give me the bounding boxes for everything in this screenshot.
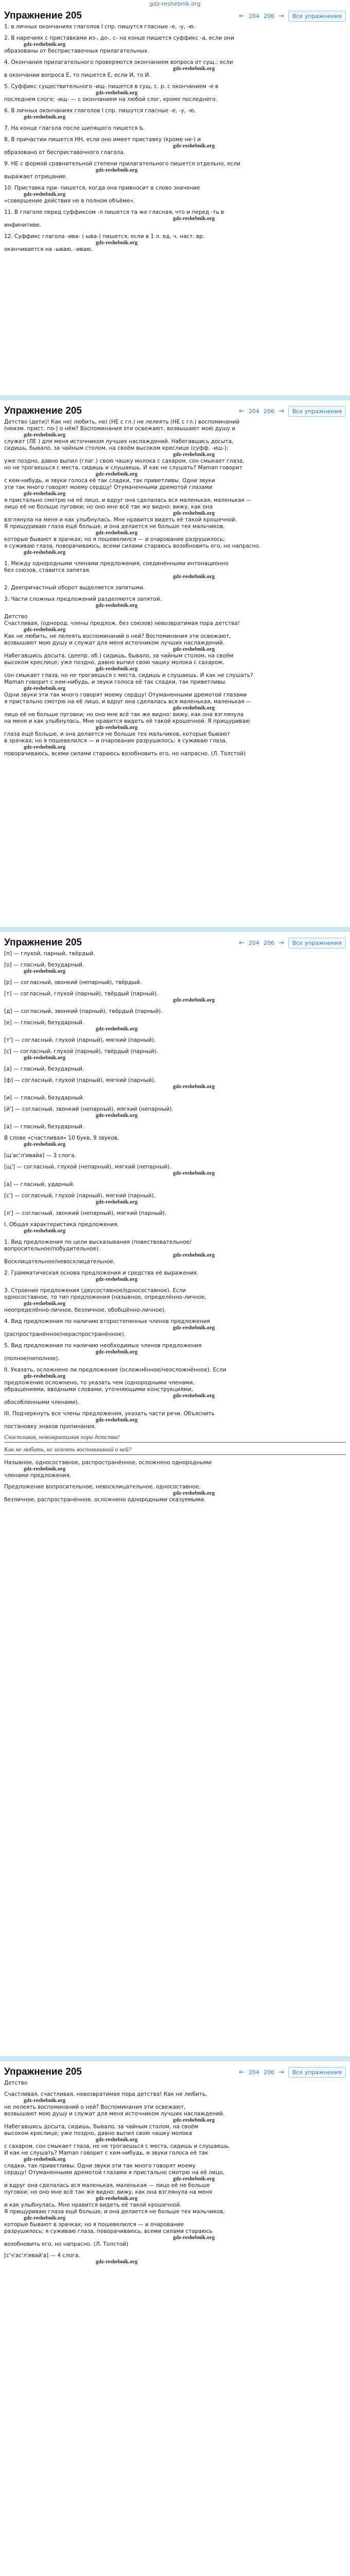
watermark-text: gdz-reshebnik.org: [24, 2098, 66, 2104]
text-line: Предложение вопросительное, невосклицательное, односоставное,: [4, 1484, 201, 1490]
prev-page-link[interactable]: 204: [248, 12, 259, 20]
site-header: [0, 0, 350, 8]
watermark-text: gdz-reshebnik.org: [24, 1228, 66, 1234]
watermark-text: gdz-reshebnik.org: [173, 2235, 215, 2241]
watermark-text: gdz-reshebnik.org: [96, 240, 138, 246]
text-line: Счастливая, (однород. члены предлож. без союзов) невозвратимая пора детства!: [4, 620, 240, 626]
next-arrow-icon[interactable]: →: [278, 939, 284, 947]
handwritten-sentence: Счастливая, невозвратимая пора детства!: [4, 1433, 346, 1443]
watermark-text: gdz-reshebnik.org: [173, 1393, 215, 1399]
text-line: [с'ч'ас'л'ивай'а] — 4 слога.: [4, 2252, 80, 2259]
exercise-section: [0, 403, 350, 924]
watermark-text: gdz-reshebnik.org: [96, 603, 138, 608]
text-line: возвышают мою душу и служат для меня источником лучших наслаждений.: [4, 2111, 225, 2117]
text-line: высоком креслице; уже поздно, давно выпил свою чашку молока с сахаром,: [4, 659, 224, 666]
text-line: 1. в личных окончаниях глаголов I спр. пишутся гласные -е, -у, -ю.: [4, 24, 196, 30]
prev-page-link[interactable]: 204: [248, 2069, 259, 2076]
watermark-text: gdz-reshebnik.org: [173, 1171, 215, 1176]
watermark-text: gdz-reshebnik.org: [24, 969, 66, 974]
text-line: [щ'ас'л'ивайа] — 3 слога.: [4, 1153, 76, 1159]
next-arrow-icon[interactable]: →: [278, 407, 284, 415]
text-line: [е] — гласный, безударный.: [4, 1020, 84, 1026]
exercise-section: [0, 935, 350, 2053]
watermark-text: gdz-reshebnik.org: [24, 1466, 66, 1472]
text-line: высоком креслице; уже поздно, давно выпил свою чашку молока: [4, 2130, 192, 2137]
watermark-text: gdz-reshebnik.org: [24, 42, 66, 47]
all-exercises-button[interactable]: Все упражнения: [288, 406, 346, 417]
watermark-text: gdz-reshebnik.org: [24, 1142, 66, 1147]
text-line: 4. Вид предложения по наличию второстепенных членов предложения: [4, 1318, 210, 1325]
watermark-text: gdz-reshebnik.org: [96, 471, 138, 477]
text-line: Назывное, односоставное, распространённое, осложнено однородными: [4, 1460, 212, 1466]
text-line: я пристально смотрю на её лицо, и вдруг она сделалась вся маленькая, маленькая —: [4, 699, 252, 705]
next-page-link[interactable]: 206: [263, 939, 274, 946]
text-line: I. Общая характеристика предложения.: [4, 1222, 119, 1228]
text-line: [а] — гласный, безударный.: [4, 1066, 84, 1072]
next-page-link[interactable]: 206: [263, 2069, 274, 2076]
text-line: 2. Грамматическая основа предложения и средства её выражения.: [4, 1270, 199, 1276]
watermark-text: gdz-reshebnik.org: [173, 647, 215, 652]
watermark-text: gdz-reshebnik.org: [173, 2117, 215, 2123]
watermark-text: gdz-reshebnik.org: [96, 1417, 138, 1423]
pager: [239, 938, 346, 948]
watermark-text: gdz-reshebnik.org: [96, 1349, 138, 1355]
text-line: в зрачках; но я пошевелился — и очарование разрушилось; я суживаю глаза,: [4, 738, 227, 744]
watermark-text: gdz-reshebnik.org: [24, 491, 66, 497]
text-line: Детство: [4, 614, 28, 620]
watermark-text: gdz-reshebnik.org: [173, 511, 215, 516]
text-line: [т'] — согласный, глухой (парный), мягкий (парный).: [4, 1037, 156, 1043]
text-line: Я прищуриваю глаза ещё больше, и она делается не больше тех мальчиков,: [4, 523, 225, 530]
watermark-text: gdz-reshebnik.org: [24, 1374, 66, 1379]
watermark-text: gdz-reshebnik.org: [173, 216, 215, 222]
watermark-text: gdz-reshebnik.org: [24, 192, 66, 197]
text-line: и как улыбнулась. Мне нравится видеть её такой крошечной.: [4, 2202, 182, 2208]
text-line: 2. В наречиях с приставками из-, до-, с- на конце пишется суффикс -а, если они: [4, 35, 234, 41]
text-line: предложение осложнено, то указать чем (однородными членами,: [4, 1380, 195, 1386]
text-line: 7. На конце глагола после шипящего пишется Ь.: [4, 125, 145, 131]
prev-arrow-icon[interactable]: ←: [239, 2068, 244, 2076]
text-line: II. Указать, осложнено ли предложение (осложнённое/неосложнённое). Если: [4, 1367, 226, 1373]
text-line: 8. В причастии пишется НН, если оно имеет приставку (кроме не-) и: [4, 137, 201, 143]
section-header: [3, 8, 347, 24]
watermark-text: gdz-reshebnik.org: [24, 550, 66, 555]
text-line: с сахаром, сон смыкает глаза, но не трогаешься с места, сидишь и слушаешь.: [4, 2143, 231, 2149]
next-page-link[interactable]: 206: [263, 12, 274, 20]
text-line: разрушилось; я суживаю глаза, поворачиваюсь, всеми силами стараюсь: [4, 2228, 213, 2234]
text-line: Одни звуки эти так много говорят моему сердцу! Отуманенными дремотой глазами: [4, 692, 247, 698]
text-line: односоставное, то тип предложения (назывное, определённо-личное,: [4, 1294, 206, 1300]
text-line: не лелеять воспоминаний о ней? Воспоминания эти освежают,: [4, 2104, 186, 2110]
all-exercises-button[interactable]: Все упражнения: [288, 2067, 346, 2078]
text-line: 5. Вид предложения по наличию необходимых членов предложения: [4, 1343, 202, 1349]
text-line: вопросительное/побудительное).: [4, 1246, 100, 1252]
text-line: эти так много говорят моему сердцу! Отуманенными дремотой глазами: [4, 484, 213, 490]
text-line: оканчивается на -ываю, -иваю.: [4, 246, 93, 252]
next-arrow-icon[interactable]: →: [278, 12, 284, 20]
text-line: [ф] — согласный, глухой (парный), мягкий (парный).: [4, 1077, 156, 1083]
watermark-text: gdz-reshebnik.org: [96, 2137, 138, 2143]
text-line: Я прищуриваю глаза ещё больше, и она делается не больше тех мальчиков,: [4, 2209, 225, 2215]
site-name[interactable]: gdz-reshebnik.org: [149, 1, 201, 7]
text-line: (полное/неполное).: [4, 1355, 60, 1362]
text-line: пуговки; но оно мне всё так же видно: вижу, как она взглянула на меня: [4, 2189, 213, 2195]
watermark-text: gdz-reshebnik.org: [24, 2157, 66, 2162]
pager: [239, 2067, 346, 2078]
watermark-text: gdz-reshebnik.org: [24, 744, 66, 750]
all-exercises-button[interactable]: Все упражнения: [288, 11, 346, 22]
section-divider: [0, 927, 350, 932]
text-line: [п] — глухой, парный, твёрдый.: [4, 951, 95, 957]
watermark-text: gdz-reshebnik.org: [173, 1084, 215, 1090]
text-line: 3. Части сложных предложений разделяются запятой.: [4, 596, 162, 602]
text-line: поворачиваюсь, всеми силами стараюсь возобновить его, но напрасно. (Л. Толстой): [4, 751, 246, 757]
prev-arrow-icon[interactable]: ←: [239, 12, 244, 20]
watermark-text: gdz-reshebnik.org: [173, 1252, 215, 1258]
text-line: (распространённое/нераспространённое).: [4, 1331, 126, 1337]
watermark-text: gdz-reshebnik.org: [96, 725, 138, 731]
text-line: сладки, так приветливы. Одни звуки эти так много говорят моему: [4, 2163, 196, 2169]
watermark-text: gdz-reshebnik.org: [173, 997, 215, 1003]
exercise-section: [0, 2064, 350, 2576]
text-line: [д] — согласный, звонкий (парный), твёрдый (парный).: [4, 1008, 163, 1014]
pager: [239, 406, 346, 417]
text-line: [и] — гласный, безударный.: [4, 1095, 84, 1101]
text-line: обособленными членами).: [4, 1399, 80, 1405]
watermark-text: gdz-reshebnik.org: [173, 574, 215, 580]
text-line: III. Подчеркнуть все члены предложения, указать части речи. Объяснить: [4, 1411, 215, 1417]
text-line: Восклицательное/невосклицательное.: [4, 1259, 115, 1265]
section-title: Упражнение 205: [4, 10, 82, 21]
watermark-text: gdz-reshebnik.org: [96, 2259, 138, 2265]
text-line: образовано от бесприставочного глагола.: [4, 149, 125, 156]
watermark-text: gdz-reshebnik.org: [173, 1325, 215, 1331]
next-arrow-icon[interactable]: →: [278, 2068, 284, 2076]
pager: [239, 11, 346, 22]
text-line: сон смыкает глаза, но не трогаешься с места, сидишь и слушаешь. И как не слушать?: [4, 672, 253, 679]
text-line: которые бывают в зрачках; но я пошевелился — и очарование: [4, 2222, 184, 2228]
text-line: без союзов, ставится запятая.: [4, 567, 91, 573]
section-title: Упражнение 205: [4, 2066, 82, 2077]
watermark-text: gdz-reshebnik.org: [24, 432, 66, 438]
section-title: Упражнение 205: [4, 405, 82, 416]
text-line: [й'] — согласный, звонкий (непарный), мягкий (непарный).: [4, 1106, 173, 1112]
handwritten-sentence: Как не любить, не лелеять воспоминаний о ней?: [4, 1446, 346, 1455]
watermark-text: gdz-reshebnik.org: [173, 1490, 215, 1496]
watermark-text: gdz-reshebnik.org: [24, 2215, 66, 2221]
text-line: членами предложения.: [4, 1472, 72, 1479]
text-line: инфинитиве.: [4, 222, 42, 228]
text-line: Счастливая, счастливая, невозвратимая пора детства! Как не любить,: [4, 2091, 207, 2097]
watermark-text: gdz-reshebnik.org: [24, 114, 66, 120]
text-line: но не трогаешься с места, сидишь и слушаешь. И как не слушать? Maman говорит: [4, 465, 242, 471]
text-line: Набегавшись досыта, (деепр. об.) сидишь, бывало, за чайным столом, на своём: [4, 653, 234, 659]
text-line: сердцу! Отуманенными дремотой глазами я пристально смотрю на её лицо,: [4, 2170, 224, 2176]
watermark-text: gdz-reshebnik.org: [96, 666, 138, 672]
text-line: которые бывают в зрачках; но я пошевелился — и очарование разрушилось;: [4, 536, 225, 543]
text-line: лицо её не больше пуговки; но оно мне всё так же видно: вижу, как она взглянула: [4, 711, 244, 718]
text-line: Maman говорит с кем-нибудь, и звуки голоса её так сладки, так приветливы.: [4, 679, 227, 685]
text-line: 6. В личных окончаниях глаголов I спр. пишутся гласные -е, -у, -ю.: [4, 108, 196, 114]
text-line: Детство (дети)! Как не( любить, не) (НЕ с гл.) не лелеять (НЕ с гл.) воспоминаний: [4, 419, 240, 425]
exercise-section: [0, 8, 350, 392]
prev-page-link[interactable]: 204: [248, 408, 259, 415]
text-line: возобновить его, но напрасно. (Л. Толстой): [4, 2241, 129, 2247]
text-line: (неизм. прист. по-) о нём? Воспоминания эти освежают, возвышают мою душу и: [4, 426, 236, 432]
watermark-text: gdz-reshebnik.org: [24, 627, 66, 633]
text-line: Набегавшись досыта, сидишь, бывало, за чайным столом, на своём: [4, 2124, 199, 2130]
prev-page-link[interactable]: 204: [248, 939, 259, 946]
text-line: взглянула на меня и как улыбнулась. Мне нравится видеть её такой крошечной.: [4, 517, 237, 523]
text-line: 9. НЕ с формой сравнительной степени прилагательного пишется отдельно, если: [4, 161, 240, 167]
section-header: [3, 935, 347, 951]
section-divider: [0, 2056, 350, 2061]
text-line: глаза ещё больше, и она делается не больше тех мальчиков, которые бывают: [4, 731, 231, 737]
all-exercises-button[interactable]: Все упражнения: [288, 938, 346, 948]
text-line: 10. Приставка при- пишется, когда она привносит в слово значение: [4, 185, 200, 191]
section-header: [3, 2064, 347, 2080]
text-line: образованы от бесприставочных прилагательных.: [4, 48, 149, 54]
section-title: Упражнение 205: [4, 937, 82, 948]
watermark-text: gdz-reshebnik.org: [96, 530, 138, 536]
text-line: [о] — гласный, безударный.: [4, 962, 84, 968]
text-line: Как не любить, не лелеять воспоминаний о ней? Воспоминания эти освежают,: [4, 633, 231, 639]
text-line: [с] — согласный, глухой (парный), твёрдый (парный).: [4, 1048, 159, 1055]
text-line: уже поздно, давно выпил (глаг.) свою чашку молока с сахаром, сон смыкает глаза,: [4, 458, 244, 464]
watermark-text: gdz-reshebnik.org: [173, 143, 215, 149]
text-line: В слове «счастливая» 10 букв, 9 звуков.: [4, 1135, 119, 1141]
text-line: безличное, распространённое, осложнено однородными сказуемыми.: [4, 1497, 206, 1503]
watermark-text: gdz-reshebnik.org: [96, 1277, 138, 1282]
watermark-text: gdz-reshebnik.org: [173, 452, 215, 457]
text-line: [с'] — согласный, глухой (парный), мягкий (парный).: [4, 1193, 155, 1199]
watermark-text: gdz-reshebnik.org: [96, 1026, 138, 1032]
text-line: 3. Строение предложения (двусоставное/односоставное). Если: [4, 1287, 186, 1294]
text-line: И как не слушать? Maman говорит с кем-нибудь, и звуки голоса её так: [4, 2150, 208, 2156]
watermark-text: gdz-reshebnik.org: [96, 2196, 138, 2201]
watermark-text: gdz-reshebnik.org: [173, 705, 215, 711]
watermark-text: gdz-reshebnik.org: [173, 66, 215, 72]
section-divider: [0, 395, 350, 400]
watermark-text: gdz-reshebnik.org: [96, 1199, 138, 1205]
section-header: [3, 403, 347, 419]
text-line: [щ'] — согласный, глухой (непарный), мягкий (непарный).: [4, 1164, 171, 1170]
text-line: служат (ЛЕ ) для меня источником лучших наслаждений. Набегавшись досыта,: [4, 438, 234, 445]
prev-arrow-icon[interactable]: ←: [239, 407, 244, 415]
exercise-container: [0, 8, 350, 2576]
watermark-text: gdz-reshebnik.org: [96, 1113, 138, 1118]
text-line: в окончании вопроса Е, то пишется Е, если И, то И.: [4, 72, 151, 78]
text-line: 12. Суффикс глагола -ива- (-ыва-) пишется, если в 1 л. ед. ч. наст. вр.: [4, 233, 205, 240]
text-line: 1. Вид предложения по цели высказывания (повествовательное/: [4, 1239, 191, 1245]
text-line: возвышают мою душу и служат для меня источником лучших наслаждений.: [4, 640, 225, 646]
text-line: на меня и как улыбнулась. Мне нравится видеть её такой крошечной. Я прищуриваю: [4, 718, 250, 724]
text-line: [т] — согласный, глухой (парный), твёрдый (парный).: [4, 991, 159, 997]
text-line: [а] — гласный, безударный.: [4, 1124, 84, 1130]
next-page-link[interactable]: 206: [263, 408, 274, 415]
watermark-text: gdz-reshebnik.org: [24, 686, 66, 691]
text-line: последнем слоге; -ищ- — с окончанием на любой слог, кроме последнего.: [4, 96, 218, 103]
text-line: обращениями, вводными словами, уточняющими конструкциями,: [4, 1386, 193, 1393]
text-line: 11. В глаголе перед суффиксом -л пишется та же гласная, что и перед -ть в: [4, 209, 224, 215]
text-line: [р] — согласный, звонкий (непарный), твёрдый.: [4, 979, 142, 986]
text-line: с кем-нибудь, и звуки голоса её так сладки, так приветливы. Одни звуки: [4, 478, 215, 484]
watermark-text: gdz-reshebnik.org: [173, 2176, 215, 2182]
text-line: постановку знаков препинания.: [4, 1423, 96, 1430]
text-line: выражает отрицание.: [4, 174, 67, 180]
text-line: я пристально смотрю на её лицо, и вдруг она сделалась вся маленькая, маленькая —: [4, 497, 252, 503]
text-line: 2. Деепричастный оборот выделяется запятыми.: [4, 585, 145, 591]
watermark-text: gdz-reshebnik.org: [96, 90, 138, 96]
text-line: я суживаю глаза, поворачиваюсь, всеми силами стараюсь возобновить его, но напрасно.: [4, 543, 261, 549]
text-line: сидишь, бывало, за чайным столом, на своём высоком креслице (суфф. -ищ-);: [4, 445, 229, 451]
watermark-text: gdz-reshebnik.org: [24, 1055, 66, 1061]
text-line: неопределённо-личное, безличное, обобщённо-личное).: [4, 1307, 166, 1313]
text-line: 4. Окончания прилагательного проверяются окончанием вопроса от сущ.; если: [4, 59, 233, 65]
prev-arrow-icon[interactable]: ←: [239, 939, 244, 947]
text-line: [а] — гласный, ударный.: [4, 1181, 75, 1188]
text-line: лицо её не больше пуговки; но оно мне всё так же видно: вижу, как она: [4, 504, 213, 510]
watermark-text: gdz-reshebnik.org: [24, 1301, 66, 1307]
text-line: «совершение действия не в полном объёме».: [4, 198, 135, 204]
text-line: 1. Между однородными членами предложения, соединёнными интонационно: [4, 561, 229, 567]
text-line: 5. Суффикс существительного -ищ- пишется в сущ. с. р. с окончанием -е в: [4, 83, 219, 90]
text-line: [л'] — согласный, звонкий (непарный), мягкий (парный).: [4, 1210, 167, 1216]
text-line: Детство: [4, 2080, 28, 2086]
watermark-text: gdz-reshebnik.org: [96, 167, 138, 173]
text-line: и вдруг она сделалась вся маленькая, маленькая — лицо её не больше: [4, 2182, 210, 2189]
